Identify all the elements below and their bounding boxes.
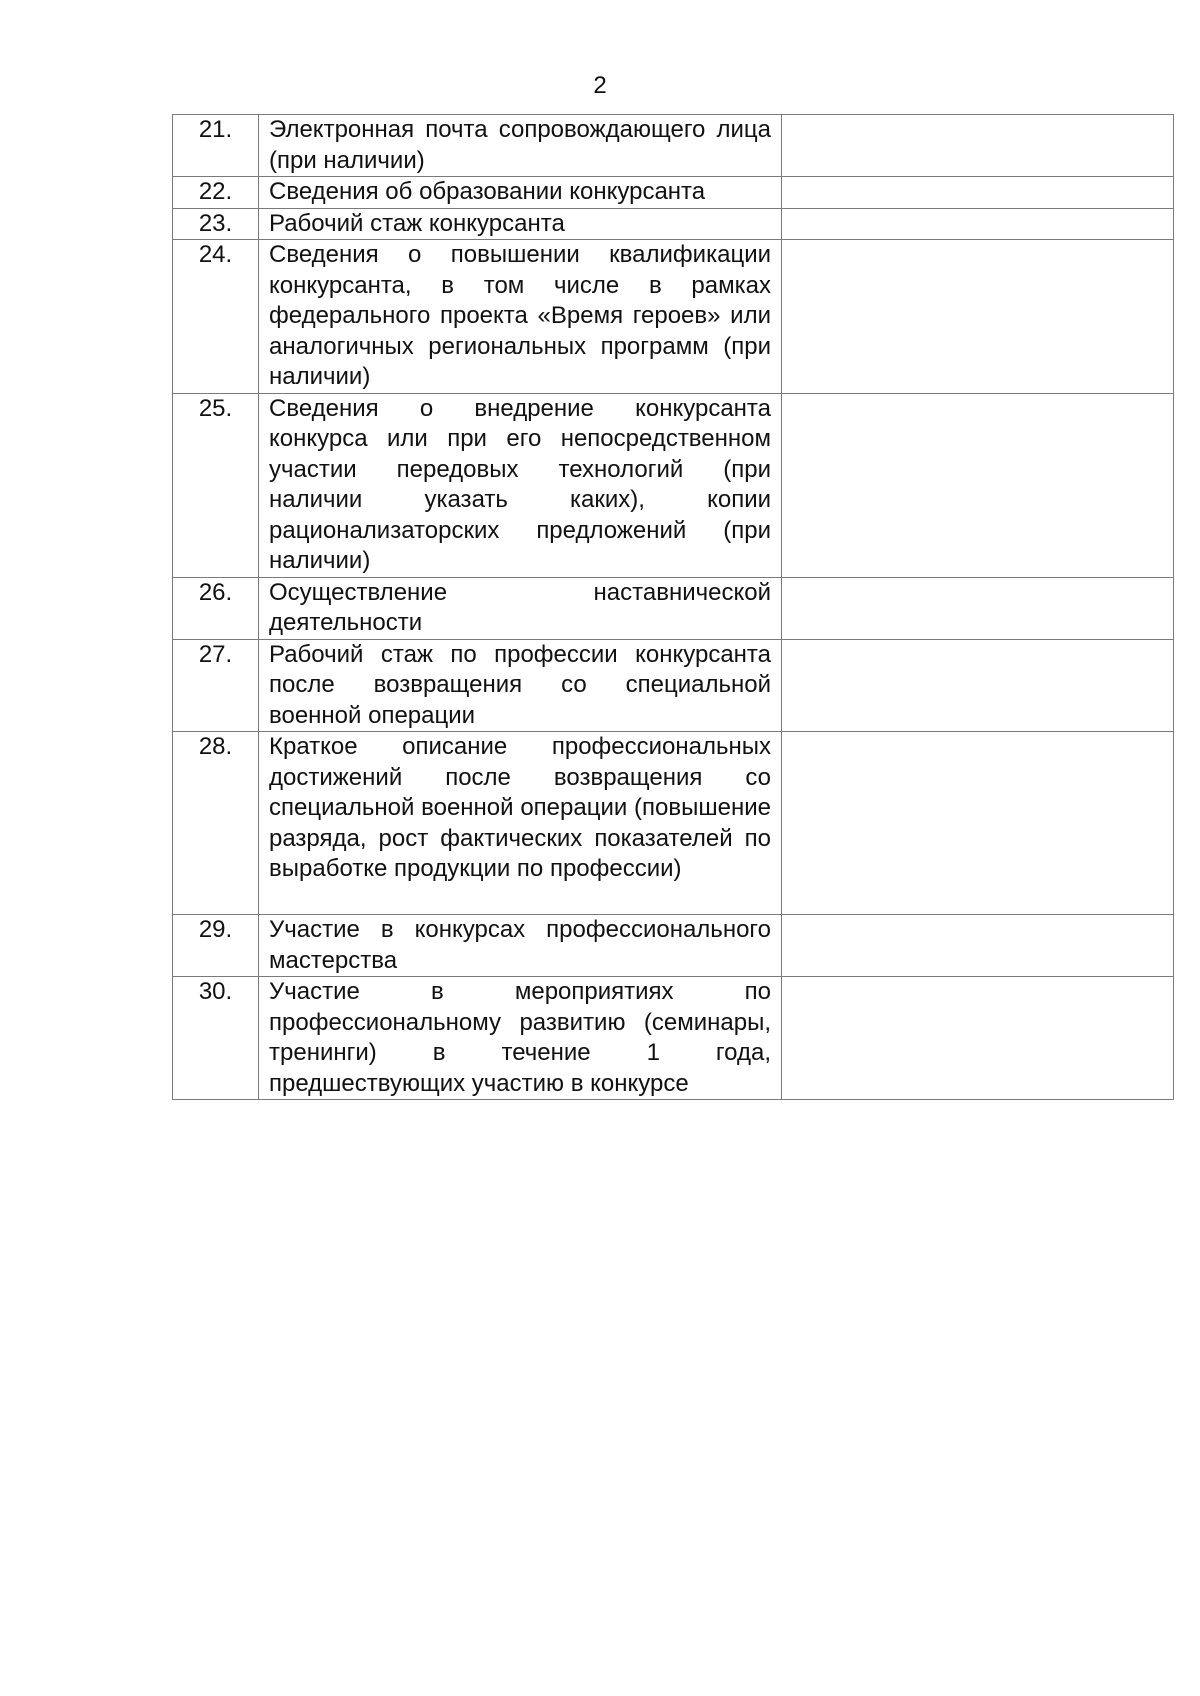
table-row — [173, 240, 1174, 394]
table-row — [173, 577, 1174, 639]
row-label: Осуществление наставнической деятельности — [269, 578, 771, 636]
page-number: 2 — [593, 72, 607, 99]
row-label: Участие в мероприятиях по профессиональному развитию (семинары, тренинги) в течение 1 года, предшествующих участию в конкурсе — [269, 978, 771, 1097]
row-value-field[interactable] — [782, 393, 1174, 577]
row-number: 22. — [173, 177, 259, 209]
row-number: 28. — [173, 732, 259, 915]
row-number: 29. — [173, 915, 259, 977]
row-number: 26. — [173, 577, 259, 639]
row-value-field[interactable] — [782, 639, 1174, 732]
row-number: 30. — [173, 977, 259, 1100]
row-value-field[interactable] — [782, 240, 1174, 394]
row-label: Рабочий стаж по профессии конкурсанта после возвращения со специальной военной операции — [269, 640, 771, 729]
table-row — [173, 177, 1174, 209]
table-row — [173, 915, 1174, 977]
table-row — [173, 732, 1174, 915]
table-row — [173, 208, 1174, 240]
row-label: Электронная почта сопровождающего лица (при наличии) — [269, 116, 771, 174]
row-label: Сведения о повышении квалификации конкурсанта, в том числе в рамках федерального проекта «Время героев» или аналогичных региональных программ (при наличии) — [269, 241, 771, 390]
row-number: 23. — [173, 208, 259, 240]
table-row — [173, 639, 1174, 732]
row-number: 24. — [173, 240, 259, 394]
form-table — [172, 114, 1174, 1100]
row-label: Краткое описание профессиональных достижений после возвращения со специальной военной операции (повышение разряда, рост фактических показателей по выработке продукции по профессии) — [269, 733, 771, 882]
table-row — [173, 115, 1174, 177]
row-value-field[interactable] — [782, 115, 1174, 177]
row-label: Сведения об образовании конкурсанта — [269, 178, 706, 205]
row-value-field[interactable] — [782, 577, 1174, 639]
row-label: Сведения о внедрение конкурсанта конкурса или при его непосредственном участии передовых технологий (при наличии указать каких), копии рационализаторских предложений (при наличии) — [269, 394, 771, 574]
table-row — [173, 977, 1174, 1100]
row-number: 21. — [173, 115, 259, 177]
row-value-field[interactable] — [782, 208, 1174, 240]
row-value-field[interactable] — [782, 977, 1174, 1100]
table-row — [173, 393, 1174, 577]
row-number: 25. — [173, 393, 259, 577]
row-value-field[interactable] — [782, 732, 1174, 915]
row-label: Рабочий стаж конкурсанта — [269, 209, 565, 237]
row-label: Участие в конкурсах профессионального мастерства — [269, 916, 771, 974]
row-value-field[interactable] — [782, 915, 1174, 977]
row-value-field[interactable] — [782, 177, 1174, 209]
row-number: 27. — [173, 639, 259, 732]
